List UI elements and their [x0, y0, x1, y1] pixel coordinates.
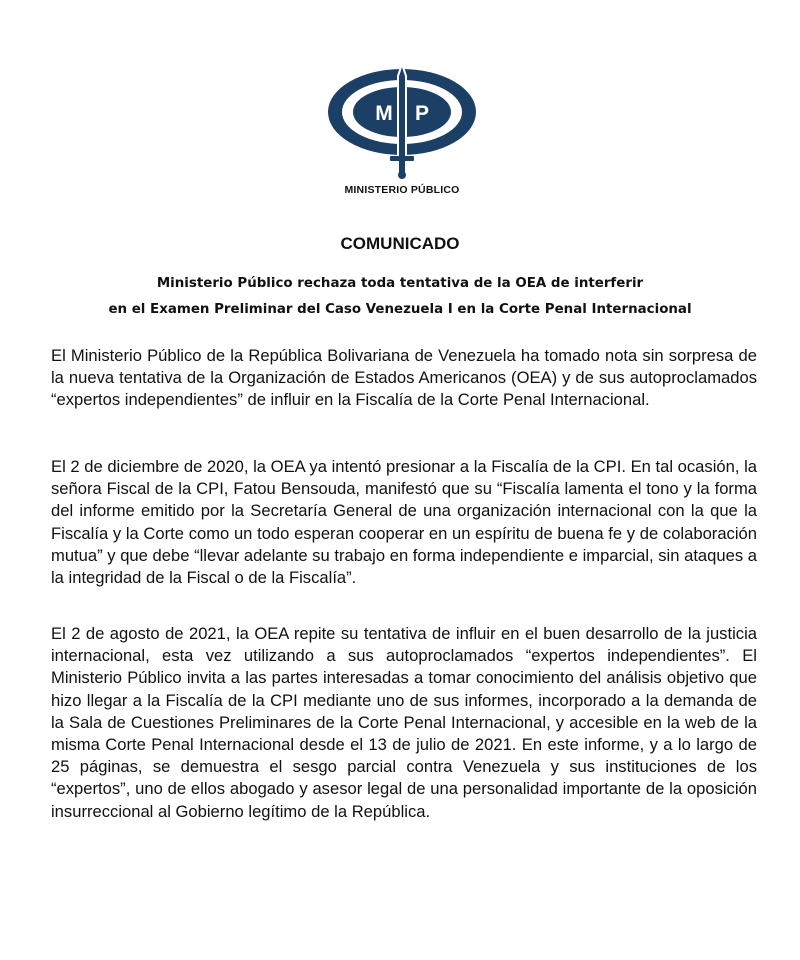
page-title: COMUNICADO [340, 234, 460, 253]
body-paragraph-1: El Ministerio Público de la República Bolivariana de Venezuela ha tomado nota sin sorpresa de la nueva tentativa de la Organización de Estados Americanos (OEA) y de sus autoproclamados “expertos independientes” de influir en la Fiscalía de la Corte Penal Internacional. [51, 346, 757, 410]
logo-letter-p: P [414, 102, 430, 125]
sword-emblem-icon [322, 62, 482, 182]
subtitle-line-2: en el Examen Preliminar del Caso Venezuela I en la Corte Penal Internacional [108, 302, 692, 317]
body-paragraph-2: El 2 de diciembre de 2020, la OEA ya intentó presionar a la Fiscalía de la CPI. En tal ocasión, la señora Fiscal de la CPI, Fatou Bensouda, manifestó que su “Fiscalía lamenta el tono y la forma del informe emitido por la Secretaría General de una organización internacional con la que la Fiscalía y la Corte como un todo esperan cooperar en un espíritu de buena fe y de colaboración mutua” y que debe “llevar adelante su trabajo en forma independiente e imparcial, sin ataques a la integridad de la Fiscal o de la Fiscalía”. [51, 457, 757, 588]
body-paragraph-3: El 2 de agosto de 2021, la OEA repite su tentativa de influir en el buen desarrollo de la justicia internacional, esta vez utilizando a sus autoproclamados “expertos independientes”. El Ministerio Público invita a las partes interesadas a tomar conocimiento del análisis objetivo que hizo llegar a la Fiscalía de la CPI mediante uno de sus informes, incorporado a la demanda de la Sala de Cuestiones Preliminares de la Corte Penal Internacional, y accesible en la web de la misma Corte Penal Internacional desde el 13 de julio de 2021. En este informe, y a lo largo de 25 páginas, se demuestra el sesgo parcial contra Venezuela y sus instituciones de los “expertos”, uno de ellos abogado y asesor legal de una personalidad importante de la oposición insurreccional al Gobierno legítimo de la República. [51, 624, 757, 821]
logo-caption: MINISTERIO PÚBLICO [344, 184, 460, 196]
ministerio-publico-logo [322, 62, 482, 202]
logo-letter-m: M [375, 102, 393, 125]
subtitle-line-1: Ministerio Público rechaza toda tentativa de la OEA de interferir [156, 276, 644, 291]
